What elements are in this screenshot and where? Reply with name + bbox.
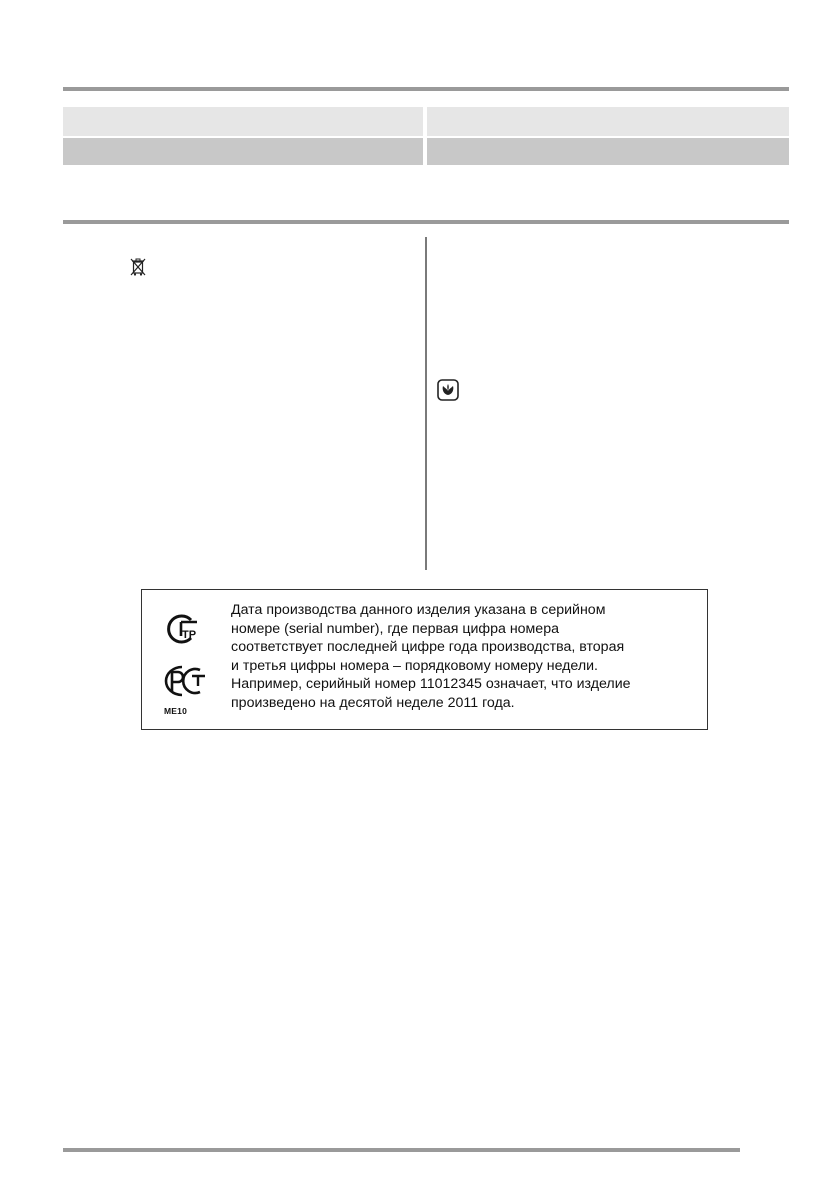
pct-rostest-certification-icon — [162, 662, 206, 700]
eco-leaf-icon — [437, 379, 459, 401]
notice-text — [231, 601, 701, 713]
bottom-rule — [63, 1148, 740, 1152]
notice-line: произведено на десятой неделе 2011 года. — [231, 694, 515, 711]
top-rule — [63, 87, 789, 91]
notice-line: Например, серийный номер 11012345 означает, что изделие — [231, 676, 631, 693]
notice-line: и третья цифры номера – порядковому номеру недели. — [231, 657, 598, 674]
header-band-right-light — [427, 107, 789, 136]
svg-text:ТР: ТР — [182, 629, 197, 641]
header-band-left-dark — [63, 138, 423, 165]
notice-line: Дата производства данного изделия указана в серийном — [231, 602, 606, 618]
header-band-right-dark — [427, 138, 789, 165]
section-rule — [63, 220, 789, 224]
header-band-left-light — [63, 107, 423, 136]
notice-line: номере (serial number), где первая цифра номера — [231, 620, 559, 637]
crossed-bin-icon — [130, 257, 146, 277]
notice-line: соответствует последней цифре года производства, вторая — [231, 639, 625, 656]
eac-tr-certification-icon — [164, 612, 198, 646]
column-separator — [425, 237, 427, 570]
manufacture-date-notice — [141, 589, 708, 730]
certification-code: ME10 — [164, 706, 188, 716]
